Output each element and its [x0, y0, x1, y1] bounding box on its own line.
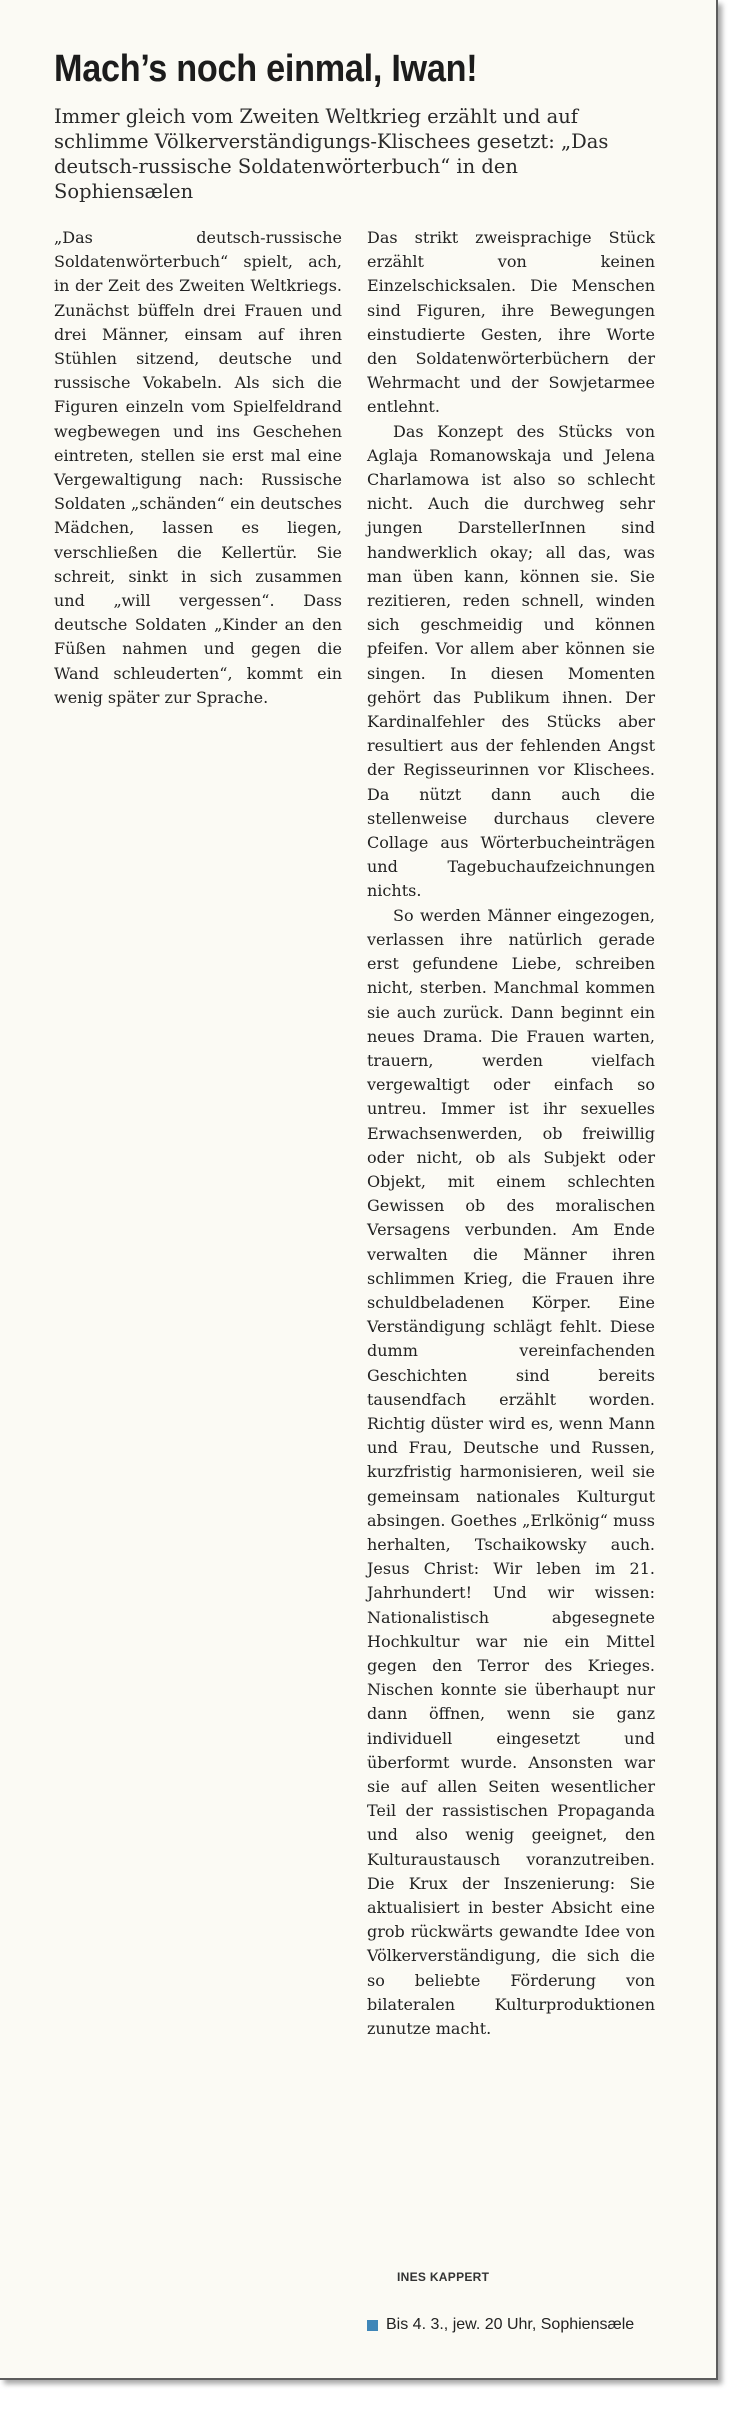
- article-paragraph: „Das deutsch-russische Soldatenwörterbuch“ spielt, ach, in der Zeit des Zweiten Weltkriegs. Zunächst büffeln drei Frauen und drei Männer, einsam auf ihren Stühlen sitzend, deutsche und russische Vokabeln. Als sich die Figuren einzeln vom Spielfeldrand wegbewegen und ins Geschehen eintreten, stellen sie erst mal eine Vergewaltigung nach: Russische Soldaten „schänden“ ein deutsches Mädchen, lassen es liegen, verschließen die Kellertür. Sie schreit, sinkt in sich zusammen und „will vergessen“. Dass deutsche Soldaten „Kinder an den Füßen nahmen und gegen die Wand schleuderten“, kommt ein wenig später zur Sprache.: [54, 228, 342, 707]
- square-bullet-icon: [367, 2320, 378, 2331]
- article-paragraph: Das strikt zweisprachige Stück erzählt von keinen Einzelschicksalen. Die Menschen sind Figuren, ihre Bewegungen einstudierte Gesten, ihre Worte den Soldatenwörterbüchern der Wehrmacht und der Sowjetarmee entlehnt.: [367, 228, 655, 417]
- article-paragraph: Das Konzept des Stücks von Aglaja Romanowskaja und Jelena Charlamowa ist also so schlecht nicht. Auch die durchweg sehr jungen DarstellerInnen sind handwerklich okay; all das, was man üben kann, können sie. Sie rezitieren, reden schnell, winden sich geschmeidig und können pfeifen. Vor allem aber können sie singen. In diesen Momenten gehört das Publikum ihnen. Der Kardinalfehler des Stücks aber resultiert aus der fehlenden Angst der Regisseurinnen vor Klischees. Da nützt dann auch die stellenweise durchaus clevere Collage aus Wörterbucheinträgen und Tagebuchaufzeichnungen nichts.: [367, 421, 655, 901]
- headline: Mach’s noch einmal, Iwan!: [54, 48, 478, 90]
- article-column-right: [367, 226, 655, 2041]
- event-info-text: Bis 4. 3., jew. 20 Uhr, Sophiensæle: [386, 2316, 635, 2333]
- author-byline: INES KAPPERT: [397, 2270, 490, 2284]
- subheadline: Immer gleich vom Zweiten Weltkrieg erzählt und auf schlimme Völkerverständigungs-Klischees gesetzt: „Das deutsch-russische Soldatenwörterbuch“ in den Sophiensælen: [54, 105, 609, 203]
- article-column-left: [54, 226, 342, 710]
- event-info: [367, 2316, 634, 2334]
- article-paragraph: So werden Männer eingezogen, verlassen ihre natürlich gerade erst gefundene Liebe, schreiben nicht, sterben. Manchmal kommen sie auch zurück. Dann beginnt ein neues Drama. Die Frauen warten, trauern, werden vielfach vergewaltigt oder einfach so untreu. Immer ist ihr sexuelles Erwachsenwerden, ob freiwillig oder nicht, ob als Subjekt oder Objekt, mit einem schlechten Gewissen ob des moralischen Versagens verbunden. Am Ende verwalten die Männer ihren schlimmen Krieg, die Frauen ihre schuldbeladenen Körper. Eine Verständigung schlägt fehlt. Diese dumm vereinfachenden Geschichten sind bereits tausendfach erzählt worden. Richtig düster wird es, wenn Mann und Frau, Deutsche und Russen, kurzfristig harmonisieren, weil sie gemeinsam nationales Kulturgut absingen. Goethes „Erlkönig“ muss herhalten, Tschaikowsky auch. Jesus Christ: Wir leben im 21. Jahrhundert! Und wir wissen: Nationalistisch abgesegnete Hochkultur war nie ein Mittel gegen den Terror des Krieges. Nischen konnte sie überhaupt nur dann öffnen, wenn sie ganz individuell eingesetzt und überformt wurde. Ansonsten war sie auf allen Seiten wesentlicher Teil der rassistischen Propaganda und also wenig geeignet, den Kulturaustausch voranzutreiben. Die Krux der Inszenierung: Sie aktualisiert in bester Absicht eine grob rückwärts gewandte Idee von Völkerverständigung, die sich die so beliebte Förderung von bilateralen Kulturproduktionen zunutze macht.: [367, 905, 655, 2039]
